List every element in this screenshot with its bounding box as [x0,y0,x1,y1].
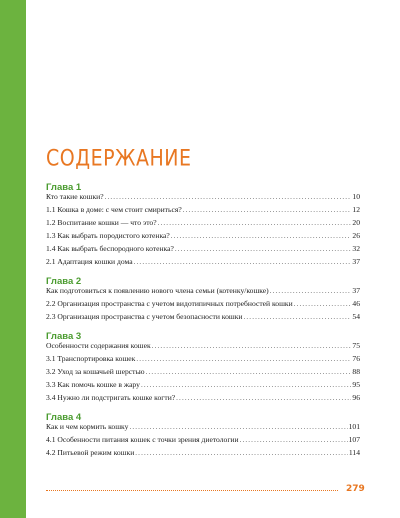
toc-entry-page: 37 [352,286,360,295]
leader-dots [105,191,352,203]
leader-dots [240,434,348,446]
toc-entry-label: 3.2 Уход за кошачьей шерстью [46,367,145,376]
toc-entry-label: 3.1 Транспортировка кошек [46,354,136,363]
toc-entry-label: 1.2 Воспитание кошки — что это? [46,218,157,227]
toc-entry[interactable] [46,421,360,433]
leader-dots [176,392,351,404]
toc-entry-label: 3.3 Как помочь кошке в жару [46,380,140,389]
toc-entry-page: 114 [348,448,360,457]
toc-entry-label: Особенности содержания кошек [46,341,151,350]
toc-entry-page: 10 [352,192,360,201]
leader-dots [244,311,352,323]
toc-entry[interactable] [46,256,360,268]
side-color-bar [0,0,26,518]
leader-dots [171,230,352,242]
toc-entry-page: 32 [352,244,360,253]
toc-entry[interactable] [46,340,360,352]
leader-dots [135,447,348,459]
toc-entry-label: Кто такие кошки? [46,192,104,201]
leader-dots [146,366,352,378]
toc-entry-label: Как подготовиться к появлению нового члена семьи (котенку/кошке) [46,286,269,295]
toc-entry-page: 96 [352,393,360,402]
toc-entry-label: 2.2 Организация пространства с учетом видотипичных потребностей кошки [46,299,293,308]
toc-entry-label: 1.4 Как выбрать беспородного котенка? [46,244,174,253]
toc-entry-label: Как и чем кормить кошку [46,422,129,431]
toc-entry-label: 2.1 Адаптация кошки дома [46,257,133,266]
toc-entry[interactable] [46,434,360,446]
toc-entry[interactable] [46,243,360,255]
toc-entry[interactable] [46,230,360,242]
leader-dots [294,298,352,310]
leader-dots [136,353,351,365]
leader-dots [158,217,352,229]
toc-entry-label: 2.3 Организация пространства с учетом безопасности кошки [46,312,243,321]
chapter-1-title: Глава 1 [46,182,82,193]
leader-dots [175,243,352,255]
leader-dots [270,285,352,297]
toc-entry[interactable] [46,285,360,297]
chapter-3-title: Глава 3 [46,331,82,342]
toc-entry[interactable] [46,366,360,378]
toc-title: СОДЕРЖАНИЕ [46,146,192,172]
toc-entry-page: 46 [352,299,360,308]
leader-dots [183,204,352,216]
leader-dots [134,256,352,268]
toc-entry[interactable] [46,191,360,203]
toc-entry[interactable] [46,392,360,404]
toc-entry[interactable] [46,204,360,216]
toc-entry-page: 95 [352,380,360,389]
chapter-2-title: Глава 2 [46,276,82,287]
toc-entry[interactable] [46,217,360,229]
toc-entry-page: 26 [352,231,360,240]
toc-entry-page: 76 [352,354,360,363]
toc-entry-page: 37 [352,257,360,266]
leader-dots [152,340,352,352]
toc-entry[interactable] [46,298,360,310]
toc-entry[interactable] [46,447,360,459]
toc-entry[interactable] [46,353,360,365]
page-number: 279 [346,484,365,494]
toc-entry-label: 1.3 Как выбрать породистого котенка? [46,231,170,240]
toc-entry[interactable] [46,311,360,323]
leader-dots [141,379,351,391]
toc-entry-label: 4.1 Особенности питания кошек с точки зрения диетологии [46,435,239,444]
toc-entry-page: 20 [352,218,360,227]
toc-entry-page: 12 [352,205,360,214]
toc-entry-page: 101 [348,422,360,431]
toc-entry-page: 75 [352,341,360,350]
toc-entry-page: 54 [352,312,360,321]
toc-entry-label: 3.4 Нужно ли подстригать кошке когти? [46,393,176,402]
chapter-4-title: Глава 4 [46,412,82,423]
table-of-contents [46,0,360,518]
leader-dots [129,421,347,433]
toc-entry-page: 107 [348,435,360,444]
toc-entry-page: 88 [352,367,360,376]
toc-entry[interactable] [46,379,360,391]
toc-entry-label: 4.2 Питьевой режим кошки [46,448,135,457]
toc-entry-label: 1.1 Кошка в доме: с чем стоит смириться? [46,205,182,214]
footer-rule [46,490,338,491]
